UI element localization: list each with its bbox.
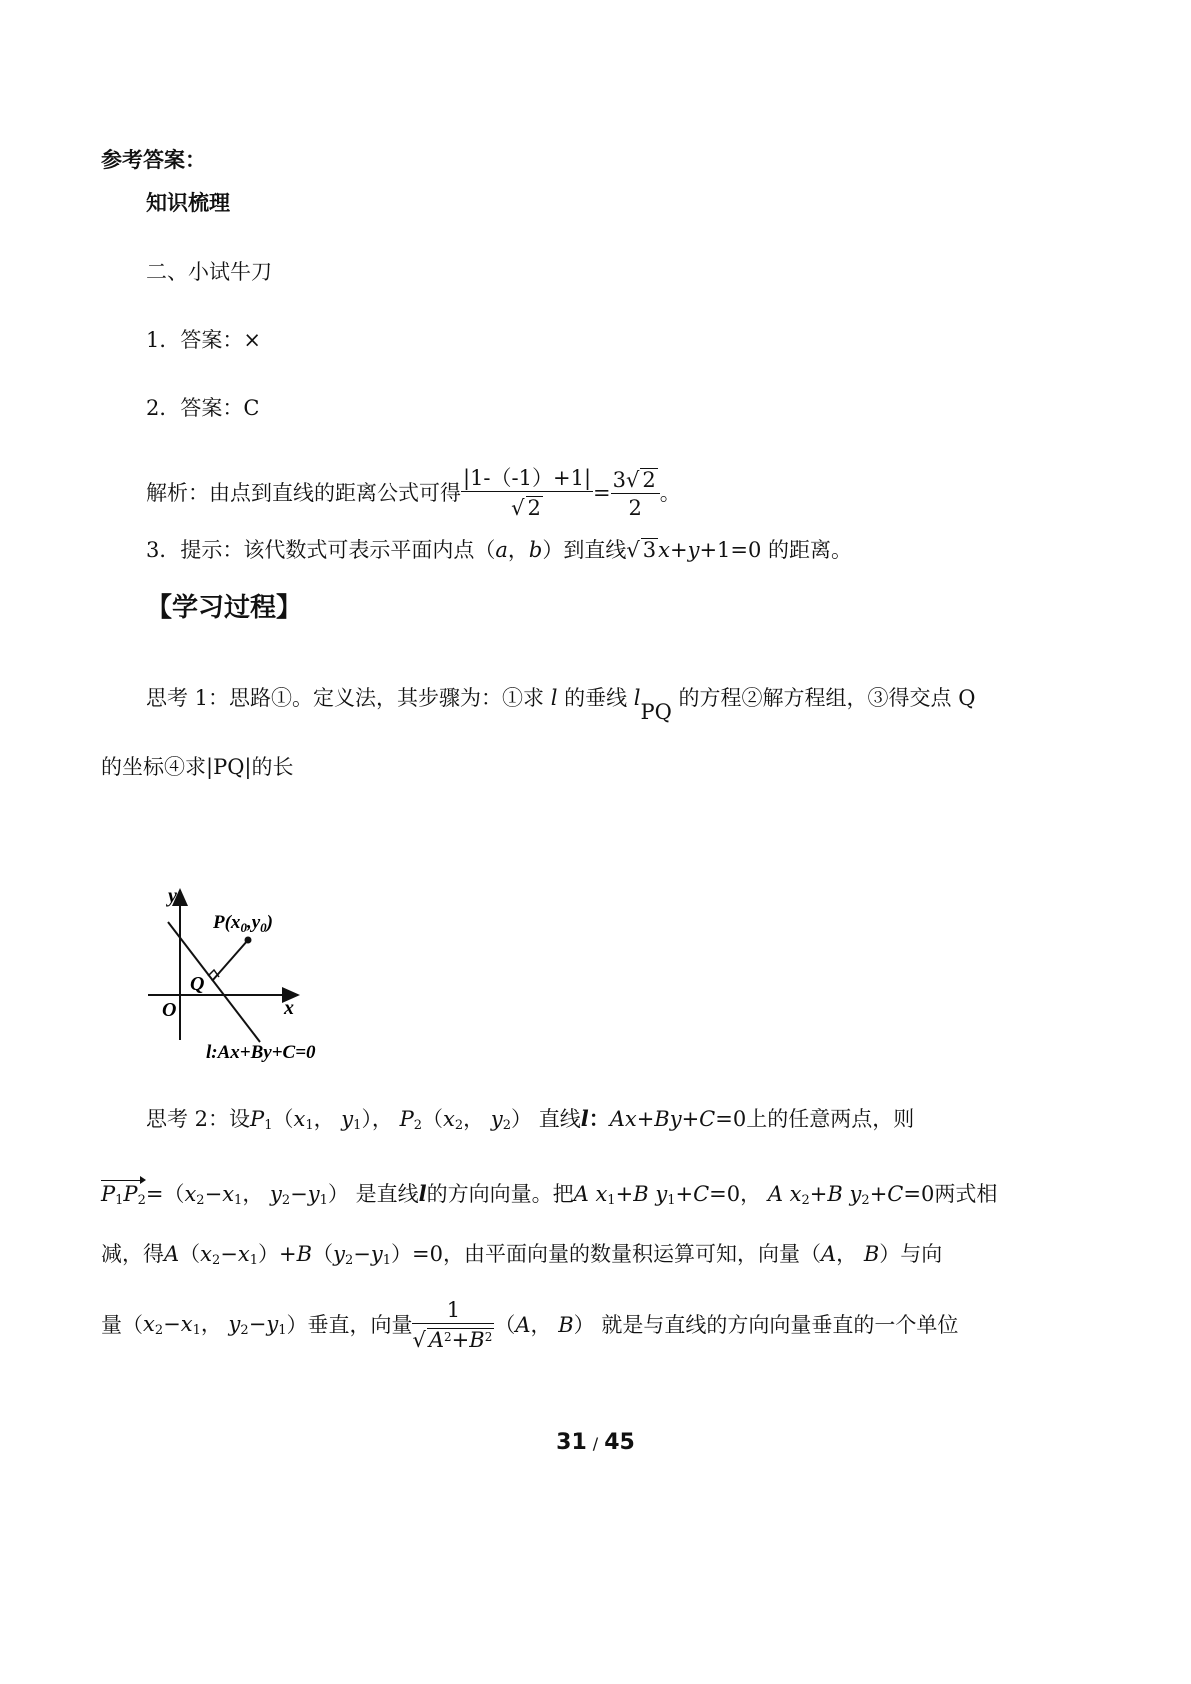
think-1-line1 [146, 688, 975, 723]
hint-prefix: 3．提示：该代数式可表示平面内点（ [146, 538, 496, 562]
origin-label: O [162, 999, 177, 1021]
equals-sign: = [593, 481, 611, 505]
radicand: 2 [527, 496, 541, 520]
learning-process-heading: 【学习过程】 [146, 593, 303, 623]
answer-2: 2．答案：C [146, 396, 260, 420]
vector-p1p2: $P_1P_2$ [101, 1182, 146, 1208]
eq-rest: +1=0 [699, 538, 762, 562]
think2-prefix: 思考 2：设 [146, 1107, 251, 1131]
think-2-line3: 减，得$A(x_2-x_1)+B(y_2-y_1)=0$，由平面向量的数量积运算可知，向量（A， B）与向 [101, 1242, 943, 1268]
plus: + [669, 538, 688, 562]
current-page: 31 [556, 1430, 587, 1455]
analysis-end: 。 [659, 481, 681, 505]
comma: ， [507, 538, 529, 562]
var-b: b [528, 538, 543, 562]
var-a: a [495, 538, 508, 562]
think1-part3: 的方程②解方程组，③得交点 Q [671, 686, 976, 710]
result-coef: 3 [612, 468, 627, 492]
think-1-line2: 的坐标④求|PQ|的长 [101, 755, 294, 779]
think-2-line1: 思考 2：设$P_1(x_1$， $y_1$）， $P_2(x_2$， $y_2$） 直线l：Ax+By+C=0上的任意两点，则 [146, 1106, 915, 1133]
hint-end: 的距离。 [768, 538, 853, 562]
knowledge-heading: 知识梳理 [146, 191, 230, 215]
section-two-heading: 二、小试牛刀 [146, 260, 272, 284]
distance-figure [140, 880, 360, 1065]
pq-subscript: PQ [640, 700, 672, 724]
analysis-prefix: 解析：由点到直线的距离公式可得 [146, 481, 461, 505]
var-x: x [658, 538, 670, 562]
total-pages: 45 [604, 1430, 635, 1455]
answer-1: 1．答案：× [146, 328, 261, 352]
analysis-line [146, 468, 681, 519]
point-p2: P [399, 1107, 414, 1131]
result-denominator: 2 [628, 496, 642, 520]
q-label: Q [190, 973, 205, 995]
unit-vector-fraction: $\frac{1}{√ A^2+B^2}$ [412, 1298, 493, 1352]
think1-part1: 思考 1：思路①。定义法，其步骤为：①求 [146, 686, 551, 710]
x-axis-label: x [284, 997, 294, 1019]
p-label: $P(x_0,y_0)$ [213, 912, 273, 935]
line-equation: Ax+By+C [609, 1107, 716, 1131]
var-y: y [687, 538, 700, 562]
var-l: l [550, 686, 558, 710]
hint-mid: ）到直线 [542, 538, 627, 562]
hint-3: 3．提示：该代数式可表示平面内点（a，b）到直线√ 3x+y+1=0 的距离。 [146, 538, 853, 562]
think1-part2: 的垂线 [557, 686, 634, 710]
y-axis-label: y [168, 885, 177, 907]
line-equation-label: l:Ax+By+C=0 [206, 1042, 316, 1063]
think-2-line4: 量（$x_2-x_1$， $y_2-y_1$）垂直，向量 $\frac{1}{√ A^2+B^2}$ （A， B） 就是与直线的方向向量垂直的一个单位 [101, 1298, 959, 1352]
fraction-numerator: |1-（-1）+1| [463, 466, 592, 490]
fraction-denominator: √ 2 [511, 496, 541, 520]
point-p1: P [250, 1107, 265, 1131]
page-separator: / [592, 1434, 599, 1453]
reference-answer-heading: 参考答案： [101, 148, 206, 172]
var-l-pq: l [633, 686, 641, 710]
result-fraction: $\frac{3√ 2}{2}$ [611, 468, 660, 519]
distance-fraction [461, 468, 593, 519]
result-radicand: 2 [642, 468, 656, 492]
think-2-line2: $P_1P_2=(x_2-x_1$， $y_2-y_1$） 是直线l的方向向量。把A $x_1+B$ $y_1+C=0$， A $x_2+B$ $y_2+C=0$两式相 [101, 1181, 998, 1208]
point-p [245, 937, 252, 944]
sqrt3: 3 [642, 538, 657, 562]
page-number [0, 1430, 1191, 1455]
